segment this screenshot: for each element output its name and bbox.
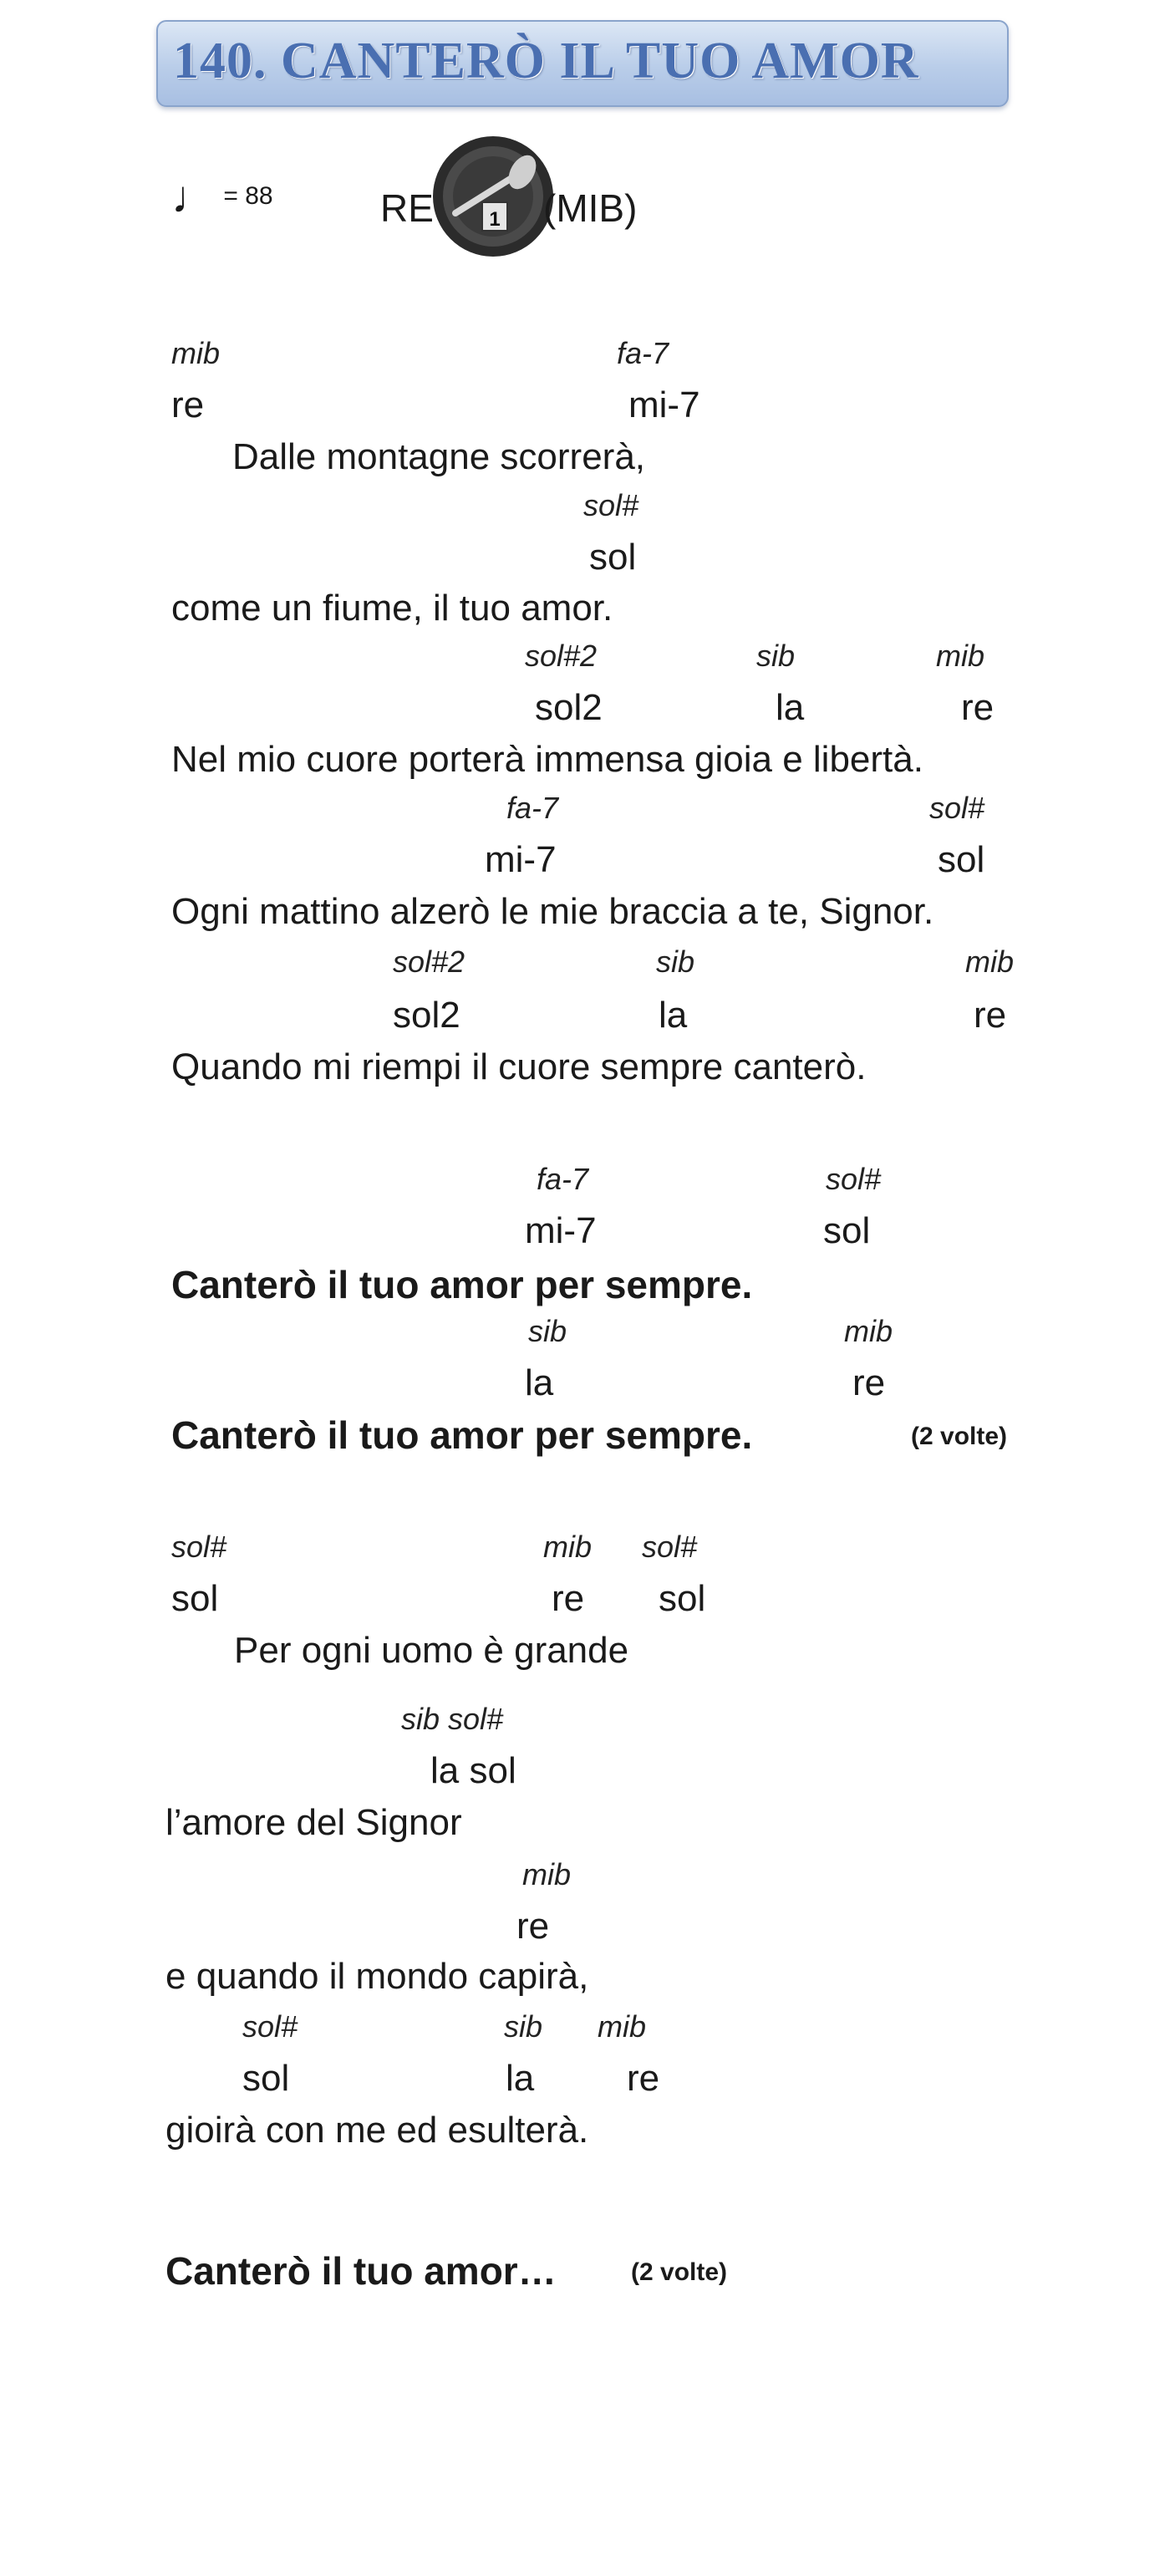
chord: sol [242,2058,290,2099]
chord-italic: sib [756,639,796,673]
chord: sol [659,1578,706,1619]
lyric-line: l’amore del Signor [165,1802,462,1843]
chord: la sol [430,1750,516,1791]
chord: sol2 [535,687,603,728]
chord: re [852,1362,886,1403]
chord: sol [823,1210,871,1251]
chord: mi-7 [525,1210,597,1251]
chord-italic: sib sol# [401,1702,504,1736]
lyric-line: Nel mio cuore porterà immensa gioia e libertà. [171,739,923,780]
chord-italic: sib [528,1314,567,1348]
chord: la [506,2058,535,2099]
chord-italic: sol#2 [393,944,465,979]
chord-italic: sol#2 [525,639,598,673]
chord-italic: fa-7 [537,1162,589,1196]
chord: sol2 [393,995,460,1036]
chord: sol [938,839,985,880]
final-chorus-line: Canterò il tuo amor… [165,2249,557,2293]
chord: mi-7 [485,839,557,880]
chord-italic: fa-7 [617,336,669,370]
chord: re [552,1578,585,1619]
chord-italic: mib [598,2009,647,2044]
chord-italic: sol# [929,791,985,825]
chord-italic: sib [656,944,695,979]
chord-italic: mib [965,944,1015,979]
chord-italic: mib [522,1857,572,1891]
key-alt-label: (MIB) [543,186,638,230]
chord-italic: mib [543,1530,593,1564]
chord-italic: sib [504,2009,543,2044]
chord: sol [171,1578,219,1619]
chord: re [627,2058,660,2099]
chord-italic: mib [844,1314,893,1348]
chord: mi-7 [628,384,700,425]
lyric-line: Per ogni uomo è grande [234,1630,629,1671]
chord: re [171,384,205,425]
lyric-line: come un fiume, il tuo amor. [171,588,613,629]
song-title: 140. CANTERÒ IL TUO AMOR [173,33,919,89]
chord-italic: sol# [171,1530,227,1564]
chord-italic: fa-7 [506,791,559,825]
repeat-note: (2 volte) [631,2258,728,2286]
key-label: RE [380,186,434,230]
guitar-cd-icon [430,134,556,259]
chord: sol [589,537,637,578]
tempo-value: = 88 [223,182,273,210]
chord-italic: sol# [642,1530,698,1564]
chord: la [525,1362,554,1403]
chord-italic: sol# [242,2009,298,2044]
chord: re [974,995,1007,1036]
chord: la [776,687,805,728]
emblem-number: 1 [489,208,501,231]
title-banner [156,20,1009,107]
chorus-line: Canterò il tuo amor per sempre. [171,1263,753,1306]
chord-italic: sol# [826,1162,882,1196]
lyric-line: gioirà con me ed esulterà. [165,2110,589,2151]
lyric-line: Quando mi riempi il cuore sempre canterò. [171,1046,867,1087]
tempo-marking [171,171,273,223]
chorus-line: Canterò il tuo amor per sempre. [171,1413,753,1457]
chord-italic: sol# [583,488,639,522]
lyric-line: Ogni mattino alzerò le mie braccia a te, Signor. [171,891,934,932]
chord: re [961,687,994,728]
chord: re [516,1906,550,1947]
chord: la [659,995,688,1036]
chord-italic: mib [171,336,221,370]
quarter-note-icon: ♩ [171,172,216,222]
chord-italic: mib [936,639,985,673]
lyric-line: e quando il mondo capirà, [165,1956,589,1997]
repeat-note: (2 volte) [911,1423,1008,1450]
lyric-line: Dalle montagne scorrerà, [232,436,646,477]
